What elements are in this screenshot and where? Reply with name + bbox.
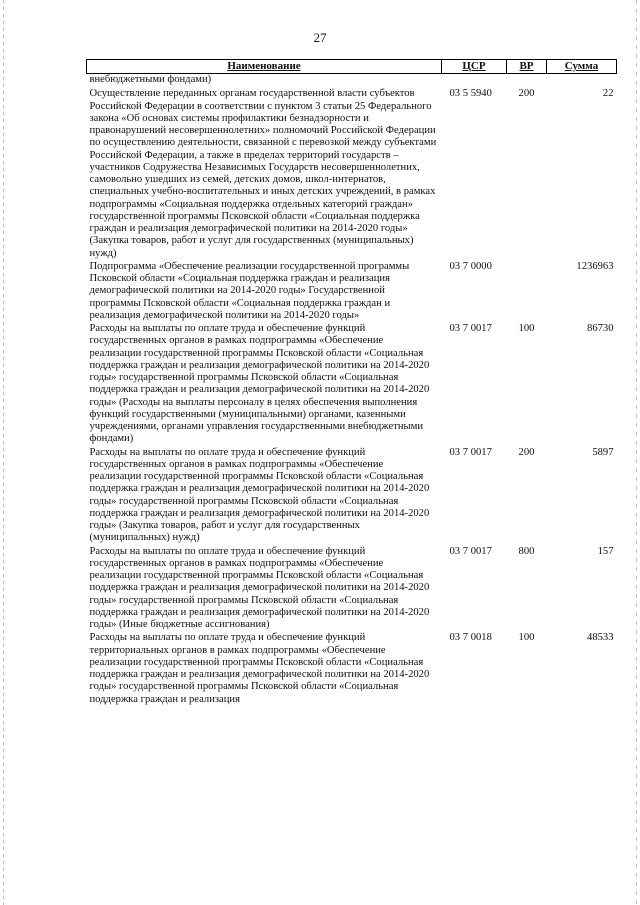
row-vr: 200 [518, 446, 535, 458]
row-csr: 03 5 5940 [449, 88, 492, 100]
table-row [87, 447, 617, 546]
table-row [87, 261, 617, 323]
row-vr: 100 [518, 323, 535, 334]
row-csr: 03 7 0017 [449, 446, 492, 458]
table-row [87, 88, 617, 261]
header-sum: Сумма [547, 60, 617, 74]
row-sum: 1236963 [576, 260, 614, 272]
row-continuation-text: внебюджетными фондами) [89, 74, 212, 85]
scan-edge-left [3, 0, 4, 905]
table-row [87, 323, 617, 447]
row-name: Расходы на выплаты по оплате труда и обеспечение функций государственных органов в рамках подпрограммы «Обеспечение реализации государственной программы Псковской области «Социальная поддержка граждан и реализация демографической политики на 2014-2020 годы» государственной программы Псковской области «Социальная поддержка граждан и реализация демографической политики на 2014-2020 годы» (Иные бюджетные ассигнования) [89, 545, 430, 630]
table-row-continuation [87, 74, 617, 89]
row-name: Расходы на выплаты по оплате труда и обеспечение функций государственных органов в рамках подпрограммы «Обеспечение реализации государственной программы Псковской области «Социальная поддержка граждан и реализация демографической политики на 2014-2020 годы» государственной программы Псковской области «Социальная поддержка граждан и реализация демографической политики на 2014-2020 годы» (Закупка товаров, работ и услуг для государственных (муниципальных) нужд) [89, 446, 430, 544]
table-row [87, 632, 617, 707]
header-csr: ЦСР [442, 60, 507, 74]
row-name: Подпрограмма «Обеспечение реализации государственной программы Псковской области «Социальная поддержка граждан и реализация демографической политики на 2014-2020 годы» Государственной программы Псковской области «Социальная поддержка граждан и реализация демографической политики на 2014-2020 годы» [89, 260, 410, 321]
budget-table [86, 59, 617, 707]
row-csr: 03 7 0017 [449, 323, 492, 334]
row-sum: 5897 [592, 446, 614, 458]
row-sum: 86730 [587, 323, 614, 334]
page-number: 27 [313, 30, 327, 45]
row-vr: 800 [518, 545, 535, 557]
row-csr: 03 7 0000 [449, 260, 492, 272]
row-sum: 157 [597, 545, 614, 557]
row-name: Расходы на выплаты по оплате труда и обеспечение функций территориальных органов в рамках подпрограммы «Обеспечение реализации государственной программы Псковской области «Социальная поддержка граждан и реализация демографической политики на 2014-2020 годы» государственной программы Псковской области «Социальная поддержка граждан и реализация [89, 632, 430, 705]
row-vr: 200 [518, 88, 535, 100]
scan-edge-right [636, 0, 637, 905]
row-name: Расходы на выплаты по оплате труда и обеспечение функций государственных органов в рамках подпрограммы «Обеспечение реализации государственной программы Псковской области «Социальная поддержка граждан и реализация демографической политики на 2014-2020 годы» государственной программы Псковской области «Социальная поддержка граждан и реализация демографической политики на 2014-2020 годы» (Расходы на выплаты персоналу в целях обеспечения выполнения функций государственными (муниципальными) органами, казенными учреждениями, органами управления государственными внебюджетными фондами) [89, 323, 430, 445]
table-row [87, 546, 617, 633]
row-sum: 22 [602, 88, 614, 100]
header-name: Наименование [87, 60, 442, 74]
row-vr [507, 261, 547, 323]
row-csr: 03 7 0017 [449, 545, 492, 557]
header-vr: ВР [507, 60, 547, 74]
row-name: Осуществление переданных органам государственной власти субъектов Российской Федерации в соответствии с пунктом 3 статьи 25 Федерального закона «Об основах системы профилактики безнадзорности и правонарушений несовершеннолетних» полномочий Российской Федерации по осуществлению деятельности, связанной с перевозкой между субъектами Российской Федерации, а также в пределах территорий государств – участников Содружества Независимых Государств несовершеннолетних, самовольно ушедших из семей, детских домов, школ-интернатов, специальных учебно-воспитательных и иных детских учреждений, в рамках подпрограммы «Социальная поддержка отдельных категорий граждан» государственной программы Псковской области «Социальная поддержка граждан и реализация демографической политики на 2014-2020 годы» (Закупка товаров, работ и услуг для государственных (муниципальных) нужд) [89, 88, 437, 259]
row-csr: 03 7 0018 [449, 632, 492, 644]
table-header [87, 60, 617, 74]
row-sum: 48533 [587, 632, 614, 644]
row-vr: 100 [518, 632, 535, 644]
